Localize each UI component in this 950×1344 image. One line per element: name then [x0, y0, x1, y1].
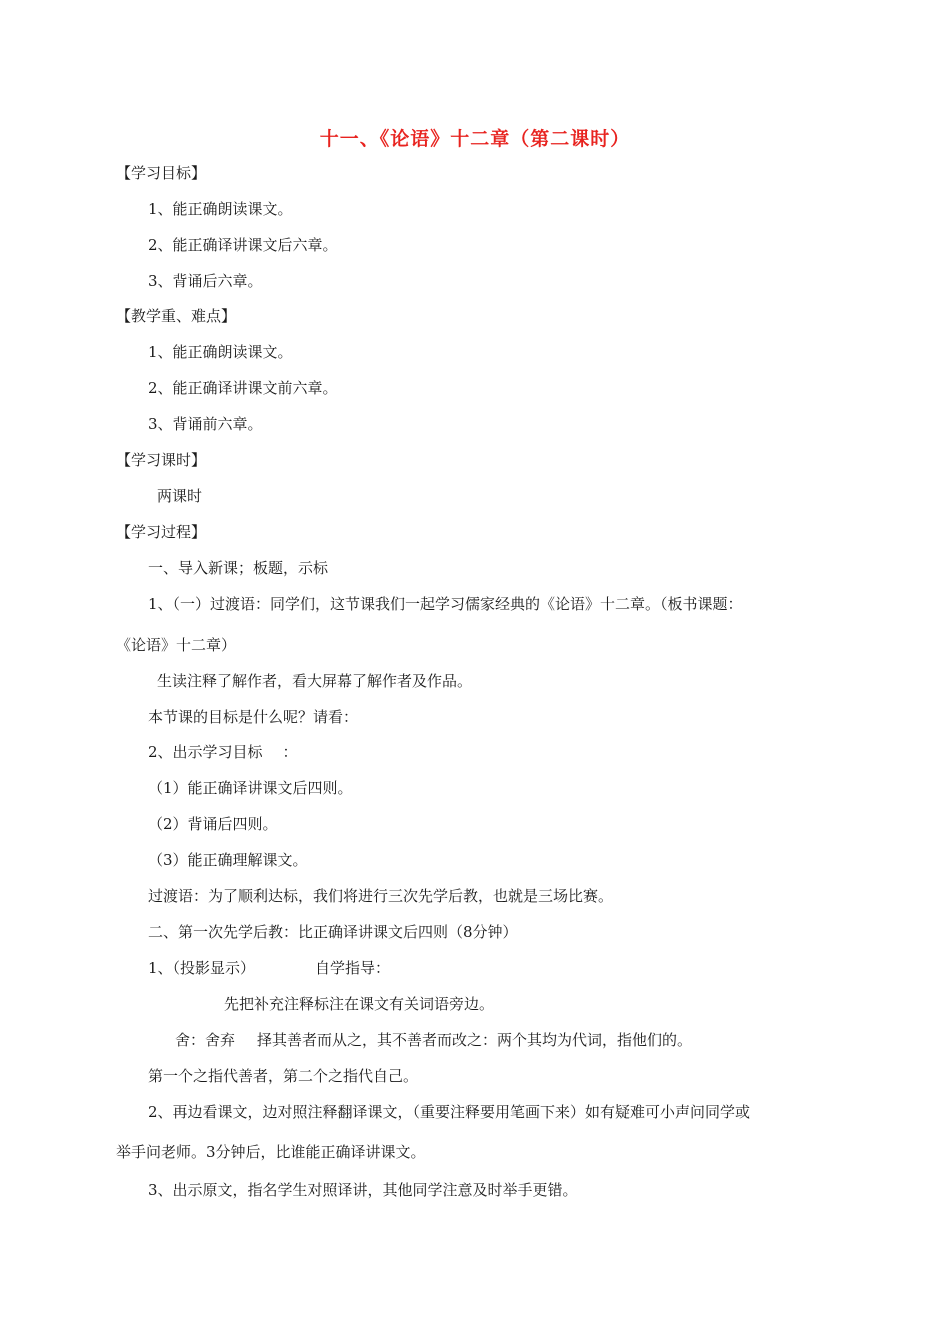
key-point-2: 2、能正确译讲课文前六章。: [148, 379, 338, 397]
key-point-1: 1、能正确朗读课文。: [148, 343, 293, 361]
step1-note: 生读注释了解作者，看大屏幕了解作者及作品。: [157, 672, 473, 690]
step1-item2-label: 2、出示学习目标: [148, 743, 263, 761]
target-goal-2: （2）背诵后四则。: [148, 815, 278, 833]
goal-item-1: 1、能正确朗读课文。: [148, 200, 293, 218]
annotation-row: [175, 1031, 692, 1049]
annotation-ze: 择其善者而从之，其不善者而改之：两个其均为代词，指他们的。: [257, 1031, 693, 1049]
step1-item1-line2: 《论语》十二章）: [116, 636, 237, 654]
step2-item1-label: 1、（投影显示）: [148, 959, 256, 977]
document-title: 十一、《论语》十二章（第二课时）: [319, 128, 631, 150]
step2-instruction: 先把补充注释标注在课文有关词语旁边。: [224, 995, 495, 1013]
transition-text: 过渡语：为了顺利达标，我们将进行三次先学后教，也就是三场比赛。: [148, 887, 614, 905]
target-goal-1: （1）能正确译讲课文后四则。: [148, 779, 353, 797]
key-points-heading: 【教学重、难点】: [116, 307, 237, 325]
key-point-3: 3、背诵前六章。: [148, 415, 263, 433]
step1-question: 本节课的目标是什么呢？请看：: [148, 708, 359, 726]
period-heading: 【学习课时】: [116, 451, 207, 469]
step2-item1: [148, 959, 390, 977]
process-heading: 【学习过程】: [116, 523, 207, 541]
step2-item2-line1: 2、再边看课文，边对照注释翻译课文，（重要注释要用笔画下来）如有疑难可小声问同学或: [148, 1103, 751, 1121]
period-text: 两课时: [157, 487, 203, 505]
step2-item2-line2: 举手问老师。3分钟后，比谁能正确译讲课文。: [116, 1143, 426, 1161]
step2-item1-guide: 自学指导：: [315, 959, 391, 977]
step1-title: 一、导入新课；板题，示标: [148, 559, 329, 577]
annotation-she: 舍：舍弃: [175, 1031, 236, 1049]
goal-item-2: 2、能正确译讲课文后六章。: [148, 236, 338, 254]
step2-item3: 3、出示原文，指名学生对照译讲，其他同学注意及时举手更错。: [148, 1181, 578, 1199]
goals-heading: 【学习目标】: [116, 164, 207, 182]
step2-title: 二、第一次先学后教：比正确译讲课文后四则（8分钟）: [148, 923, 518, 941]
annotation-zhi: 第一个之指代善者，第二个之指代自己。: [148, 1067, 419, 1085]
step1-item2: [148, 743, 298, 761]
step1-item2-colon: ：: [282, 743, 298, 761]
step1-item1-line1: 1、（一）过渡语：同学们，这节课我们一起学习儒家经典的《论语》十二章。（板书课题：: [148, 595, 743, 613]
goal-item-3: 3、背诵后六章。: [148, 272, 263, 290]
target-goal-3: （3）能正确理解课文。: [148, 851, 308, 869]
